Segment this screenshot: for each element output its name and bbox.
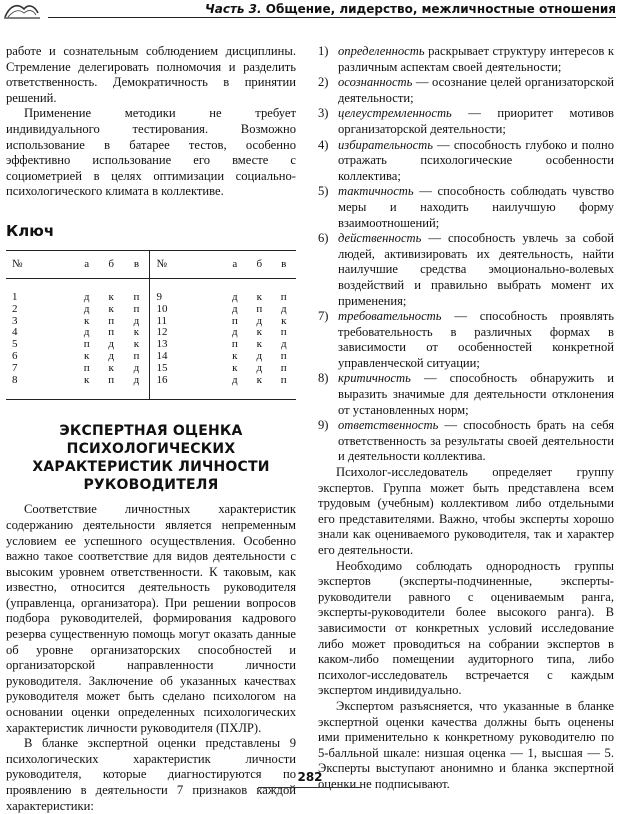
- table-cell: 14: [150, 351, 223, 363]
- list-number: 3): [318, 106, 329, 121]
- paragraph: работе и сознательным соблюдением дисциплины. Стремление делегировать полномочия и разделить ответственность. Демократичность в принятии решений.: [6, 44, 296, 105]
- part-title: Общение, лидерство, межличностные отношения: [265, 2, 616, 16]
- list-item: [318, 371, 614, 418]
- table-header-cell: №: [150, 250, 223, 278]
- list-term: определенность: [338, 44, 425, 58]
- paragraph: Психолог-исследователь определяет группу экспертов. Группа может быть представлена всем трудовым (учебным) коллективом либо отдельными его представителями. Важно, чтобы эксперты хорошо знали как оцениваемого руководителя, так и характер его деятельности.: [318, 465, 614, 557]
- table-row: [6, 327, 296, 339]
- list-item: [318, 184, 614, 231]
- table-cell: п: [256, 302, 263, 315]
- paragraph: В бланке экспертной оценки представлены 9 психологических характеристик личности руководителя, которые диагностируются по проявлению в деятельности 7 признаков каждой характеристики:: [6, 736, 296, 813]
- list-term: осознанность: [338, 75, 413, 90]
- table-cell: п: [280, 373, 287, 386]
- table-header-cell: б: [256, 257, 263, 270]
- answer-key-table: [6, 250, 296, 400]
- table-cell: к: [256, 326, 262, 339]
- paragraph: Экспертом разъясняется, что указанные в бланке экспертной оценки качества должны быть оценены ими применительно к конкретному руководителю по 5-балльной шкале: низшая оценка — 1, высшая — 5. Эксперты выступают анонимно и бланка экспертной оценки не подписывают.: [318, 698, 614, 791]
- table-cell: к: [256, 290, 262, 303]
- list-item: [318, 106, 614, 137]
- table-cell: д: [232, 373, 238, 386]
- table-row: [6, 316, 296, 328]
- table-cell: к: [133, 338, 140, 351]
- table-cell: к: [84, 373, 90, 386]
- table-cell: к: [108, 361, 114, 374]
- running-title: [205, 2, 616, 16]
- table-cell: 8: [12, 373, 18, 386]
- list-item: [318, 75, 614, 106]
- list-text: раскрывает структуру интересов к различным аспектам своей деятельности;: [338, 44, 614, 74]
- table-row: [6, 304, 296, 316]
- table-body: [6, 278, 296, 399]
- list-number: 6): [318, 231, 329, 246]
- table-header-cell: в: [133, 257, 140, 270]
- list-term: действенность: [338, 231, 422, 246]
- table-cell: 6: [12, 349, 18, 362]
- table-header-cell: а: [84, 257, 90, 270]
- section-title: ЭКСПЕРТНАЯ ОЦЕНКА ПСИХОЛОГИЧЕСКИХ ХАРАКТЕРИСТИК ЛИЧНОСТИ РУКОВОДИТЕЛЯ: [32, 423, 270, 494]
- table-cell: к: [108, 302, 114, 315]
- list-item: [318, 44, 614, 75]
- list-number: 2): [318, 75, 329, 90]
- list-text: — способность соблюдать чувство меры и находить наилучшую форму взаимоотношений;: [338, 184, 614, 230]
- table-cell: к: [232, 361, 238, 374]
- table-cell: 15: [150, 363, 223, 375]
- list-term: требовательность: [338, 309, 442, 324]
- table-cell: п: [133, 349, 140, 362]
- table-row: [6, 339, 296, 351]
- table-cell: д: [108, 338, 114, 351]
- paragraph: Применение методики не требует индивидуального тестирования. Возможно использование в батарее тестов, особенно эффективно использование его вместе с социометрией в целях оптимизации социально-психологического климата в коллективе.: [6, 106, 296, 199]
- table-cell: п: [280, 349, 287, 362]
- list-term: тактичность: [338, 184, 414, 199]
- left-column: [6, 44, 296, 814]
- list-item: [318, 138, 614, 185]
- list-number: 4): [318, 137, 329, 152]
- table-row: [6, 351, 296, 363]
- table-cell: д: [83, 290, 90, 303]
- table-cell: к: [256, 338, 262, 351]
- table-cell: п: [108, 314, 115, 327]
- table-cell: к: [256, 373, 262, 386]
- list-item: [318, 418, 614, 465]
- table-cell: к: [84, 349, 90, 362]
- page-number: 282: [297, 770, 323, 784]
- table-cell: п: [231, 314, 238, 327]
- table-cell: 9: [150, 278, 223, 303]
- table-cell: п: [280, 326, 287, 339]
- table-cell: п: [280, 290, 287, 303]
- table-cell: д: [83, 302, 90, 315]
- table-header-cell: б: [108, 257, 114, 270]
- table-cell: д: [256, 314, 263, 327]
- table-cell: 5: [12, 338, 18, 351]
- table-cell: д: [108, 349, 114, 362]
- table-cell: д: [232, 326, 238, 339]
- table-cell: 2: [12, 302, 18, 315]
- table-cell: п: [231, 338, 238, 351]
- table-row: [6, 363, 296, 375]
- table-cell: д: [83, 326, 90, 339]
- list-item: [318, 309, 614, 371]
- table-cell: д: [232, 290, 238, 303]
- list-term: избирательность: [338, 137, 433, 152]
- table-cell: д: [133, 373, 140, 386]
- table-cell: к: [133, 326, 140, 339]
- table-cell: 7: [12, 361, 18, 374]
- list-number: 1): [318, 44, 329, 58]
- table-row: [6, 375, 296, 400]
- table-header-cell: а: [232, 257, 238, 270]
- list-text: — способность брать на себя ответственность за результаты своей деятельности и деятельности коллектива.: [338, 418, 614, 464]
- table-header-cell: в: [281, 257, 287, 270]
- list-number: 9): [318, 418, 329, 433]
- right-column: [318, 44, 614, 793]
- paragraph: Необходимо соблюдать однородность группы экспертов (эксперты-подчиненные, эксперты-руководители равного с оцениваемым ранга, эксперты-руководители более высокого ранга). В зависимости от конкретных условий исследование либо может проводиться на собрании экспертов в каком-либо помещении аудиторного типа, либо психолог-исследователь встречается с каждым экспертом индивидуально.: [318, 558, 614, 698]
- list-text: — приоритет мотивов организаторской деятельности;: [338, 106, 614, 136]
- table-cell: 10: [150, 304, 223, 316]
- page-header: [0, 0, 620, 24]
- footer-rule: [258, 787, 362, 788]
- trait-list: [318, 44, 614, 465]
- list-term: ответственность: [338, 418, 439, 433]
- list-number: 5): [318, 184, 329, 199]
- paragraph: Соответствие личностных характеристик содержанию деятельности является непременным условием ее успешного осуществления. Особенно важно такое соответствие для видов деятельности с высоким уровнем ответственности. К таковым, как известно, относится деятельность руководителя (управленца, организатора). При решении вопросов подбора руководителей, формирования кадрового резерва существенную помощь могут оказать данные об уровне организаторских способностей и организаторской направленности личности руководителя. Заключение об указанных качествах руководителя может быть сделано психологом на основании оценки определенных психологических характеристик личности руководителя (ПХЛР).: [6, 502, 296, 735]
- table-header-row: [6, 250, 296, 278]
- table-cell: д: [232, 302, 238, 315]
- table-cell: д: [256, 361, 263, 374]
- list-text: — осознание целей организаторской деятельности;: [338, 75, 614, 105]
- table-cell: д: [256, 349, 263, 362]
- list-number: 7): [318, 309, 329, 324]
- table-cell: п: [83, 361, 90, 374]
- table-cell: 1: [12, 290, 18, 303]
- list-term: целеустремленность: [338, 106, 452, 121]
- list-number: 8): [318, 371, 329, 386]
- key-heading: Ключ: [6, 221, 55, 240]
- table-cell: 12: [150, 327, 223, 339]
- table-cell: к: [232, 349, 238, 362]
- table-cell: 13: [150, 339, 223, 351]
- table-cell: п: [133, 302, 140, 315]
- table-cell: д: [280, 302, 287, 315]
- table-cell: к: [281, 314, 287, 327]
- list-text: — способность проявлять требовательность в различных формах в зависимости от особенностей конкретной управленческой ситуации;: [338, 309, 614, 370]
- table-cell: д: [133, 314, 140, 327]
- table-cell: п: [83, 338, 90, 351]
- book-logo-icon: [2, 1, 42, 21]
- table-cell: д: [280, 338, 287, 351]
- table-cell: 4: [12, 326, 18, 339]
- table-cell: п: [108, 326, 115, 339]
- table-cell: к: [108, 290, 114, 303]
- list-term: критичность: [338, 371, 411, 386]
- table-cell: к: [84, 314, 90, 327]
- table-cell: п: [133, 290, 140, 303]
- list-text: — способность обнаружить и выразить значимые для деятельности отклонения от установленных норм;: [338, 371, 614, 417]
- table-header-cell: №: [12, 257, 23, 270]
- list-text: — способность увлечь за собой людей, активизировать их деятельность, найти наилучшие средства эмоционально-волевых воздействий и правильно выбрать момент их применения;: [338, 231, 614, 308]
- table-row: [6, 278, 296, 303]
- list-text: — способность глубоко и полно отражать психологические особенности коллектива;: [338, 137, 614, 183]
- table-cell: д: [133, 361, 140, 374]
- list-item: [318, 231, 614, 309]
- table-cell: 3: [12, 314, 18, 327]
- table-cell: п: [108, 373, 115, 386]
- table-cell: 11: [150, 316, 223, 328]
- table-cell: п: [280, 361, 287, 374]
- part-label: Часть 3.: [205, 2, 262, 16]
- table-cell: 16: [150, 375, 223, 400]
